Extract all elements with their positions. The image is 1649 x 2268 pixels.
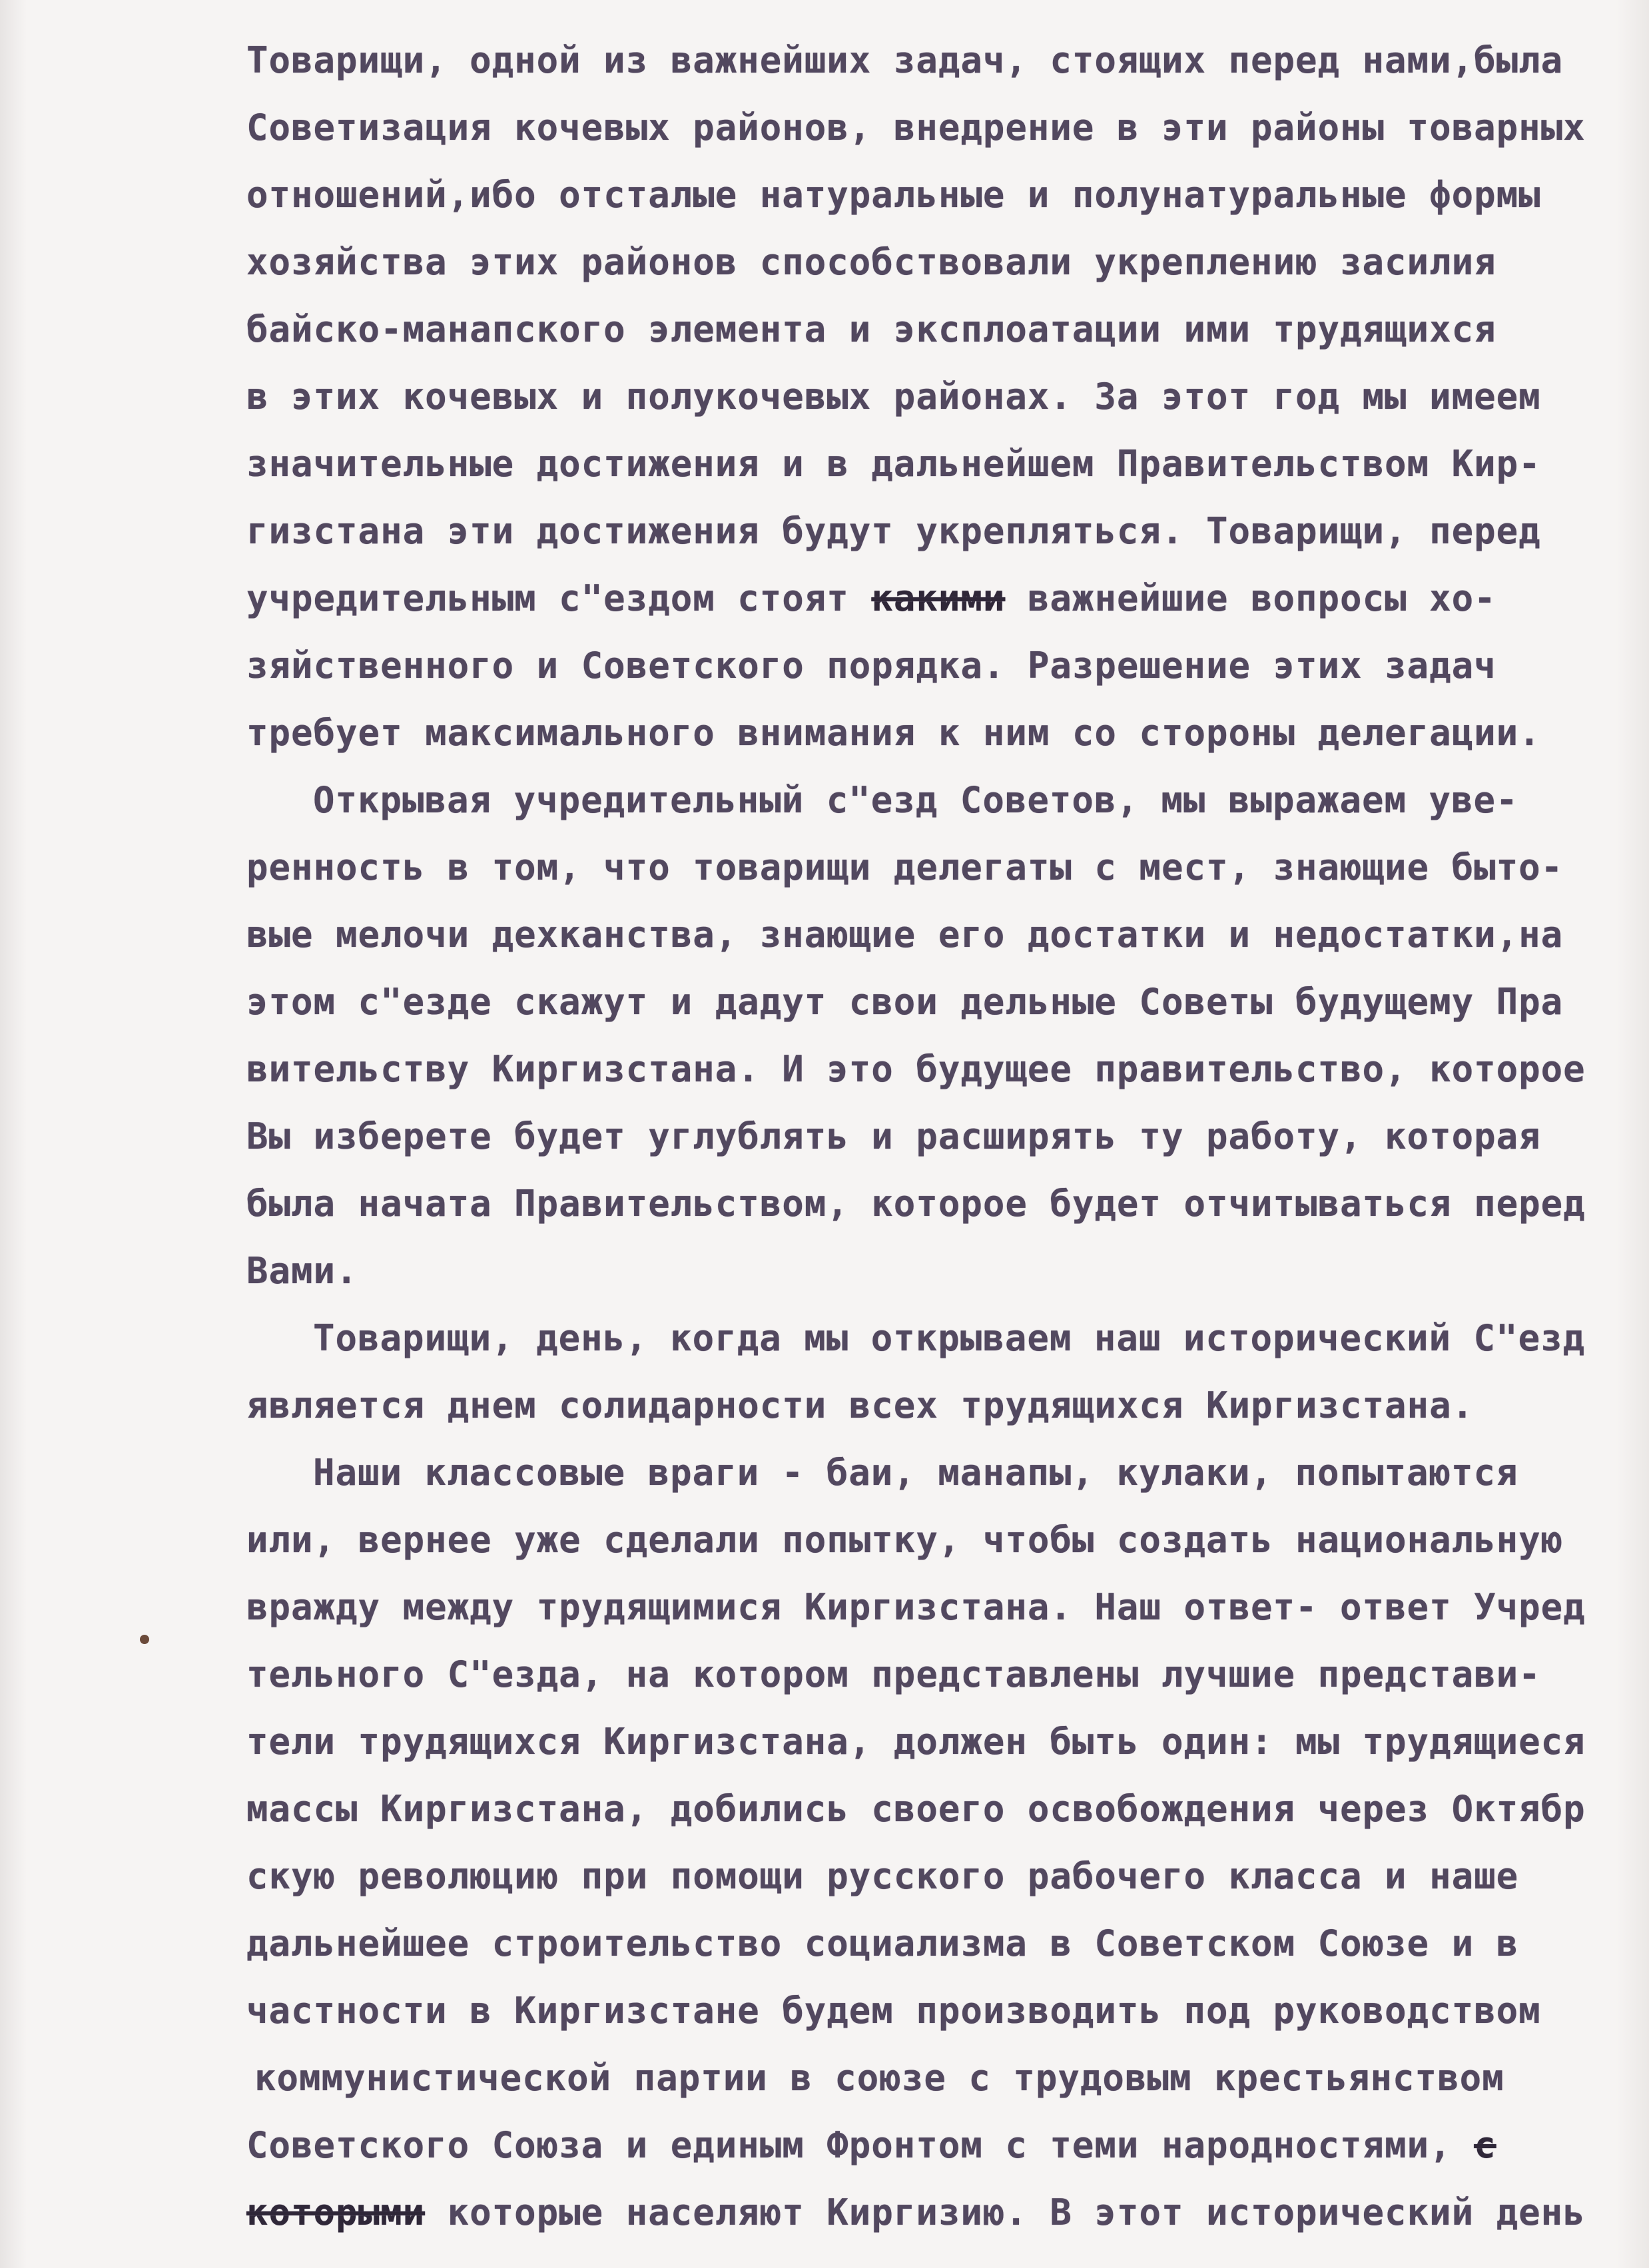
text-line: была начата Правительством, которое будет отчитываться перед <box>246 1183 1586 1225</box>
text-line: Товарищи, одной из важнейших задач, стоящих перед нами,была <box>246 39 1564 81</box>
text-line <box>246 565 1585 632</box>
page-edge-left <box>0 0 27 2268</box>
text-line: байско-манапского элемента и эксплоатации ими трудящихся <box>246 308 1496 350</box>
text-fragment: учредительным с"ездом стоят <box>246 577 849 619</box>
text-line: вые мелочи дехканства, знающие его достатки и недостатки,на <box>246 914 1564 956</box>
text-fragment: которые населяют Киргизию. В этот исторический день <box>447 2191 1586 2233</box>
text-line: ренность в том, что товарищи делегаты с мест, знающие быто- <box>246 846 1564 888</box>
text-line: в этих кочевых и полукочевых районах. За этот год мы имеем <box>246 376 1541 418</box>
text-line: отношений,ибо отсталые натуральные и полунатуральные формы <box>246 174 1541 216</box>
text-line: гизстана эти достижения будут укрепляться. Товарищи, перед <box>246 510 1541 552</box>
text-line: массы Киргизстана, добились своего освобождения через Октябр <box>246 1788 1586 1830</box>
text-line: этом с"езде скажут и дадут свои дельные Советы будущему Пра <box>246 981 1564 1023</box>
struck-word: какими <box>871 577 1006 619</box>
text-fragment: Советского Союза и единым Фронтом с теми народностями, <box>246 2124 1452 2166</box>
text-line: дальнейшее строительство социализма в Советском Союзе и в <box>246 1922 1519 1964</box>
text-line: или, вернее уже сделали попытку, чтобы создать национальную <box>246 1519 1564 1561</box>
text-line: требует максимального внимания к ним со стороны делегации. <box>246 712 1541 754</box>
ink-speck <box>140 1635 149 1644</box>
struck-word: с <box>1474 2124 1496 2166</box>
text-line <box>246 2179 1585 2246</box>
text-line: коммунистической партии в союзе с трудовым крестьянством <box>254 2057 1504 2099</box>
text-fragment: важнейшие вопросы хо- <box>1027 577 1496 619</box>
paragraph-start-line: Открывая учредительный с"езд Советов, мы выражаем уве- <box>313 779 1518 821</box>
text-line: частности в Киргизстане будем производить под руководством <box>246 1990 1541 2032</box>
text-line: скую революцию при помощи русского рабочего класса и наше <box>246 1855 1519 1897</box>
text-line <box>246 2112 1585 2179</box>
text-line: вительству Киргизстана. И это будущее правительство, которое <box>246 1048 1586 1090</box>
text-line: хозяйства этих районов способствовали укреплению засилия <box>246 241 1496 283</box>
text-line: Вы изберете будет углублять и расширять ту работу, которая <box>246 1115 1541 1157</box>
page-edge-right <box>1616 0 1649 2268</box>
text-line: Вами. <box>246 1250 358 1292</box>
struck-word: которыми <box>246 2191 426 2233</box>
text-line: вражду между трудящимися Киргизстана. Наш ответ- ответ Учред <box>246 1586 1586 1628</box>
text-line: зяйственного и Советского порядка. Разрешение этих задач <box>246 645 1496 687</box>
paragraph-start-line: Наши классовые враги - баи, манапы, кулаки, попытаются <box>313 1452 1518 1494</box>
text-line: значительные достижения и в дальнейшем Правительством Кир- <box>246 443 1541 485</box>
paragraph-start-line: Товарищи, день, когда мы открываем наш исторический С"езд <box>313 1317 1586 1359</box>
text-line: является днем солидарности всех трудящихся Киргизстана. <box>246 1384 1475 1426</box>
typewritten-text <box>246 27 1585 2246</box>
text-line: Советизация кочевых районов, внедрение в эти районы товарных <box>246 107 1586 148</box>
text-line: тели трудящихся Киргизстана, должен быть один: мы трудящиеся <box>246 1721 1586 1763</box>
text-line: тельного С"езда, на котором представлены лучшие представи- <box>246 1653 1541 1695</box>
